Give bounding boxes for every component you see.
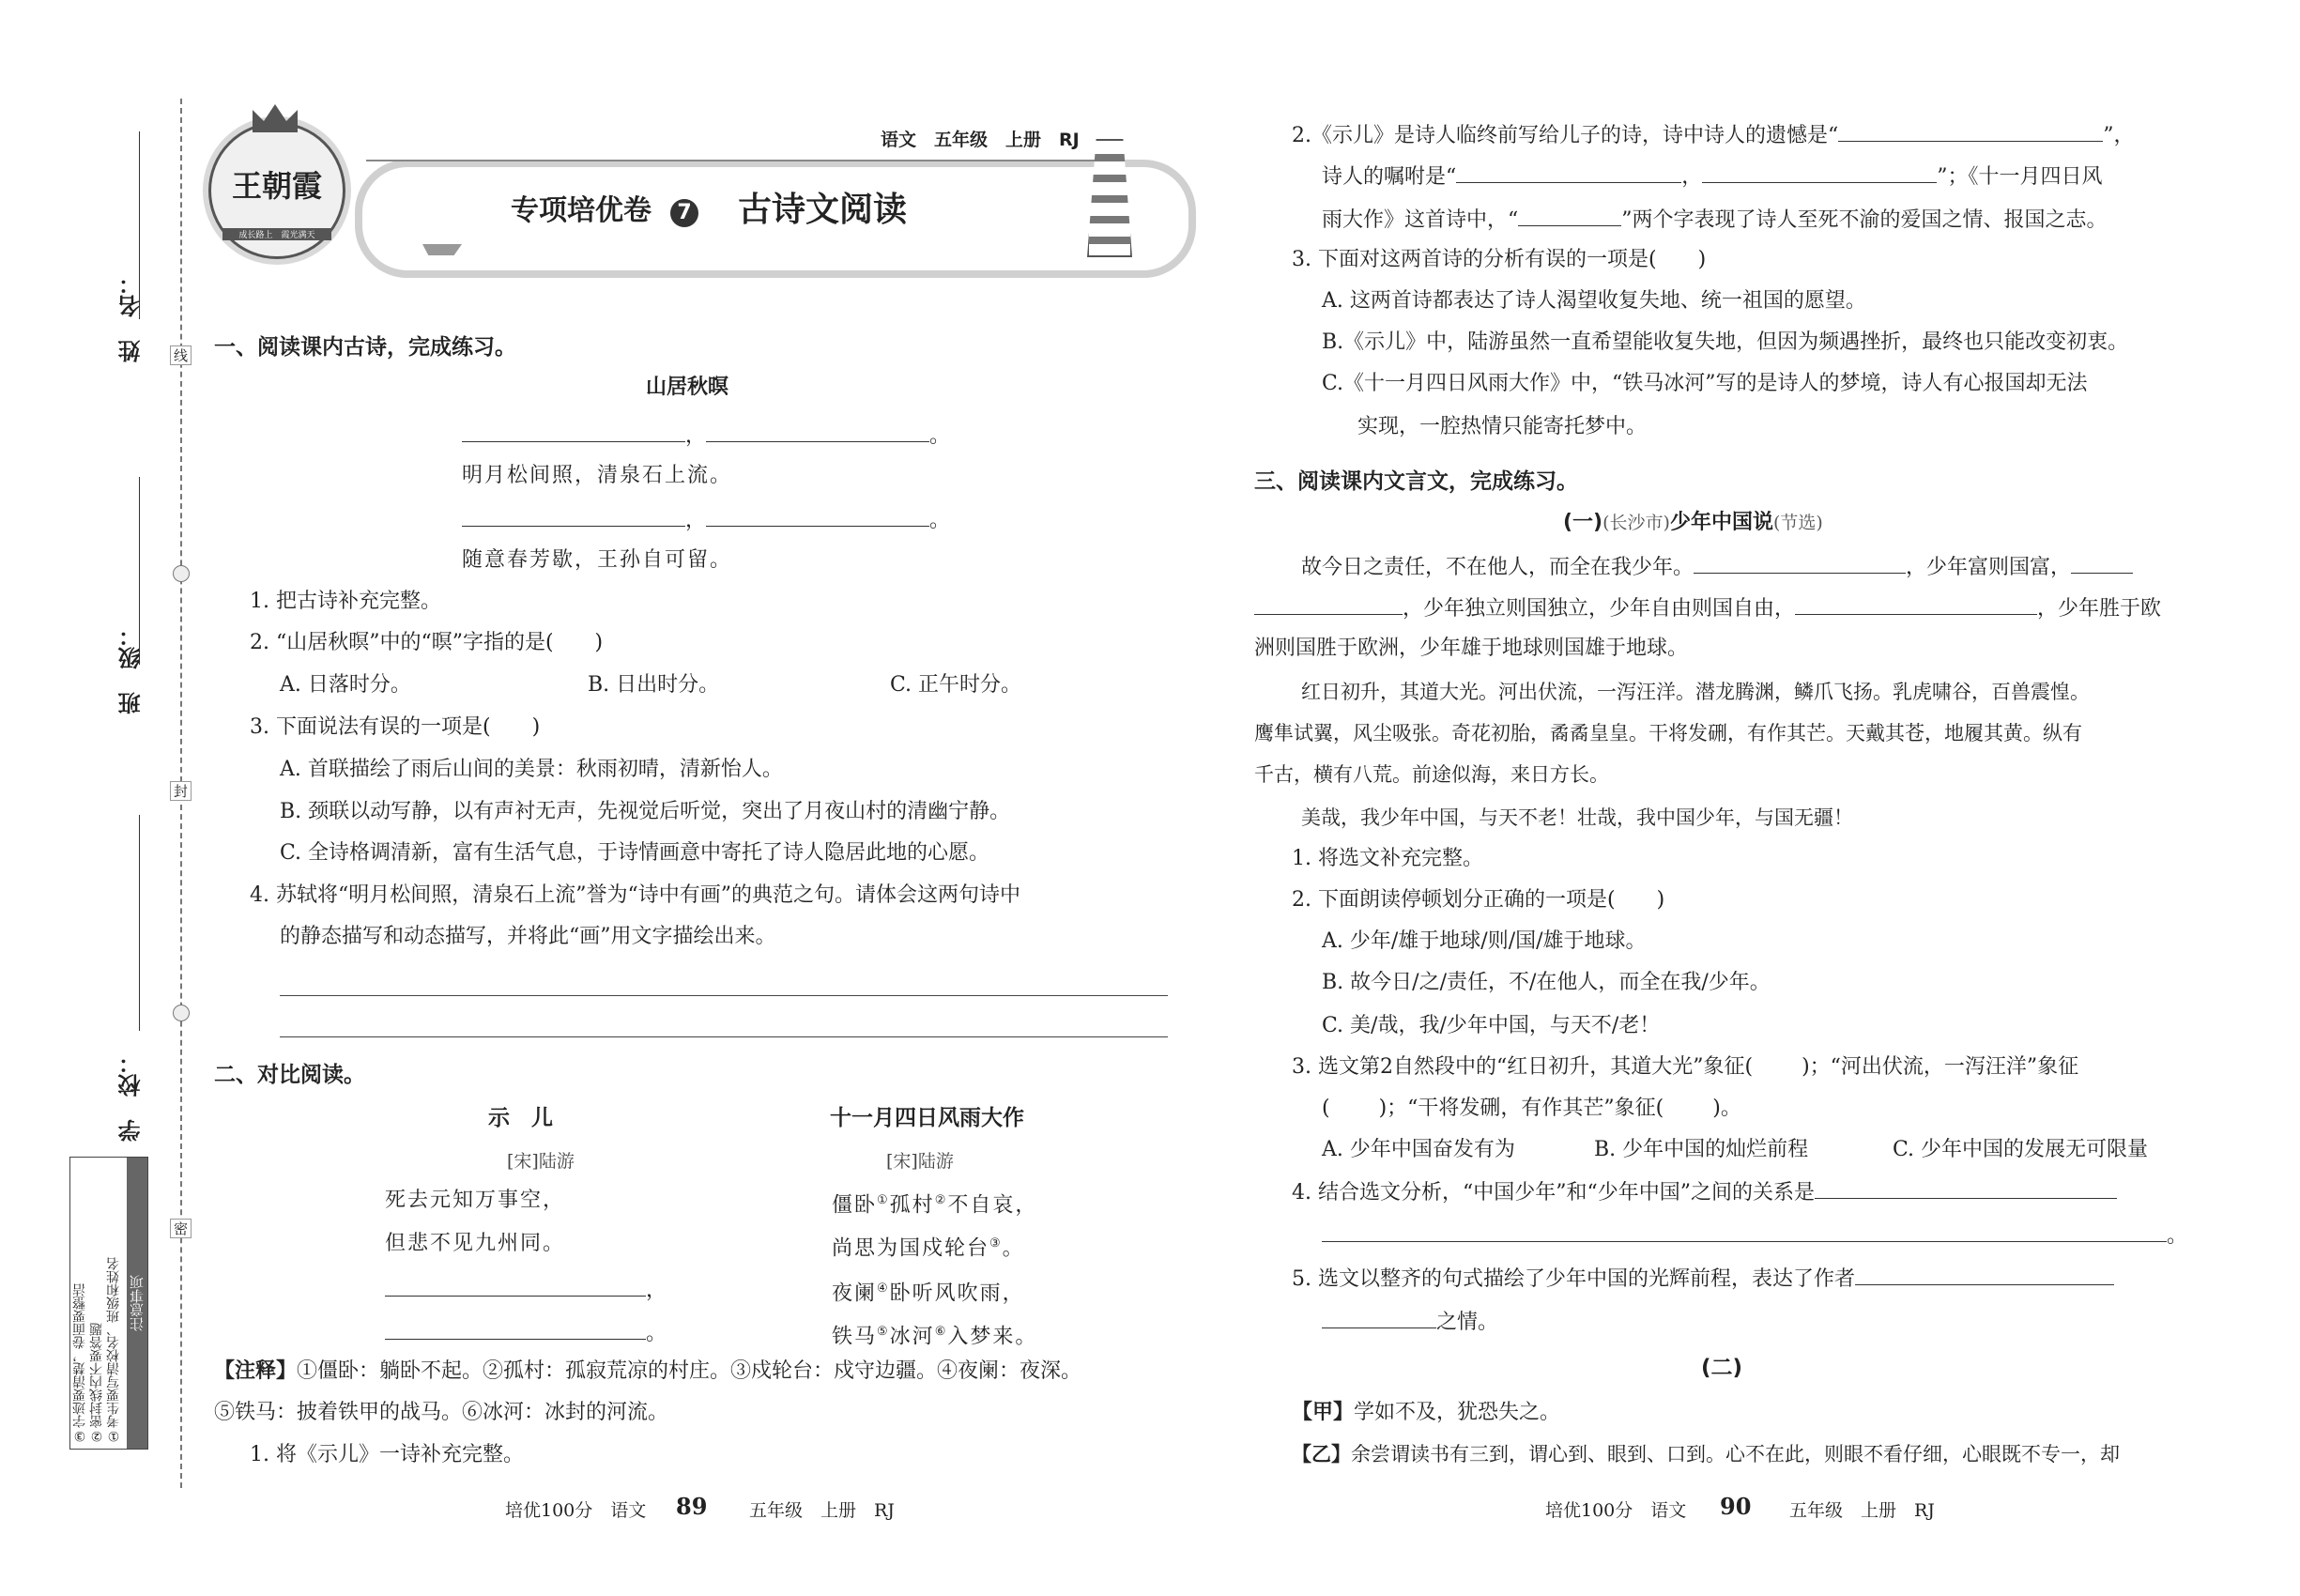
question-line: 3. 选文第2自然段中的“红日初升，其道大光”象征( )；“河出伏流，一泻汪洋”象征 (1292, 1055, 2079, 1079)
fill-blank[interactable] (1702, 161, 1937, 183)
question-line: 2.《示儿》是诗人临终前写给儿子的诗，诗中诗人的遗憾是“ ”， (1292, 120, 2135, 150)
question-line: 4. 结合选文分析，“中国少年”和“少年中国”之间的关系是 (1292, 1177, 2117, 1207)
passage-line: ，少年独立则国独立，少年自由则国自由， ，少年胜于欧 (1254, 593, 2161, 623)
title-line (366, 160, 1117, 161)
poem-line: 铁马⑤冰河⑥入梦来。 (832, 1325, 1038, 1349)
page-title: 古诗文阅读 (738, 191, 908, 229)
poem-line: 夜阑④卧听风吹雨， (832, 1281, 1025, 1306)
fill-blank[interactable] (706, 421, 929, 442)
fill-blank[interactable] (1795, 593, 2037, 615)
class-label: 班 级： (118, 624, 145, 714)
option[interactable]: C. 美/哉，我/少年中国，与天不/老！ (1322, 1014, 1661, 1037)
passage-line: 【乙】余尝谓读书有三到，谓心到、眼到、口到。心不在此，则眼不看仔细，心眼既不专一，却 (1292, 1443, 2120, 1466)
passage-line: 美哉，我少年中国，与天不老！壮哉，我中国少年，与国无疆！ (1301, 806, 1853, 829)
fill-blank[interactable] (385, 1275, 646, 1297)
poem-line: 明月松间照，清泉石上流。 (462, 464, 733, 487)
section-heading: 一、阅读课内古诗，完成练习。 (214, 335, 516, 360)
poem-line: 死去元知万事空， (385, 1189, 566, 1212)
fill-blank[interactable] (706, 505, 929, 527)
seal-word: 封 (170, 781, 192, 801)
title-number: 7 (677, 201, 692, 224)
passage-line: 红日初升，其道大光。河出伏流，一泻汪洋。潜龙腾渊，鳞爪飞扬。乳虎啸谷，百兽震惶。 (1301, 681, 2090, 703)
fill-blank[interactable] (385, 1318, 646, 1340)
seal-word: 线 (170, 345, 192, 365)
option[interactable]: B. 颈联以动写静，以有声衬无声，先视觉后听觉，突出了月夜山村的清幽宁静。 (280, 800, 1011, 823)
passage-line: 千古，横有八荒。前途似海，来日方长。 (1254, 763, 1609, 786)
seal-circle-icon (173, 565, 190, 582)
notice-item: ③字迹要清楚，卷面要整洁 (72, 1283, 87, 1443)
option[interactable]: B. 日出时分。 (588, 673, 720, 697)
option-cont: 实现，一腔热情只能寄托梦中。 (1357, 415, 1648, 438)
section-heading: 二、对比阅读。 (214, 1063, 365, 1087)
lighthouse-icon (1087, 139, 1132, 257)
school-label: 学 校： (118, 1051, 145, 1142)
notice-item: ②密封线内不要答题 (89, 1323, 104, 1443)
seal-circle-icon (173, 1005, 190, 1021)
header-meta: 语文 五年级 上册 RJ (881, 130, 1080, 150)
question: 3. 下面对这两首诗的分析有误的一项是( ) (1292, 248, 1707, 271)
option[interactable]: C. 正午时分。 (890, 673, 1022, 697)
annotation-label: 【注释】 (214, 1359, 298, 1383)
option[interactable]: A. 首联描绘了雨后山间的美景：秋雨初晴，清新怡人。 (280, 758, 783, 781)
fill-blank[interactable] (1322, 1307, 1436, 1328)
school-underline (139, 815, 140, 1031)
fill-blank[interactable] (2071, 552, 2133, 574)
passage-line: 故今日之责任，不在他人，而全在我少年。 ，少年富则国富， (1301, 552, 2133, 582)
option[interactable]: B. 少年中国的灿烂前程 (1594, 1138, 1809, 1161)
question-line: 诗人的嘱咐是“ ， ”；《十一月四日风 (1322, 161, 2103, 192)
option[interactable]: C. 全诗格调清新，富有生活气息，于诗情画意中寄托了诗人隐居此地的心愿。 (280, 841, 990, 865)
poem-line: 但悲不见九州同。 (385, 1232, 566, 1255)
option[interactable]: B. 故今日/之/责任，不/在他人，而全在我/少年。 (1322, 971, 1771, 994)
poem-line: 随意春芳歇，王孙自可留。 (462, 548, 733, 572)
option[interactable]: A. 少年/雄于地球/则/国/雄于地球。 (1322, 929, 1647, 953)
poem-title: 十一月四日风雨大作 (830, 1106, 1024, 1130)
passage-title: (一)(长沙市)少年中国说(节选) (1563, 511, 1823, 534)
section-heading: 三、阅读课内文言文，完成练习。 (1254, 469, 1578, 494)
annotation-line: ⑤铁马：披着铁甲的战马。⑥冰河：冰封的河流。 (214, 1401, 669, 1424)
question: 4. 苏轼将“明月松间照，清泉石上流”誉为“诗中有画”的典范之句。请体会这两句诗中 (250, 883, 1020, 907)
question-line: ( )；“干将发硎，有作其芒”象征( )。 (1322, 1097, 1741, 1120)
annotation-line: 【注释】①僵卧：躺卧不起。②孤村：孤寂荒凉的村庄。③戍轮台：戍守边疆。④夜阑：夜深。 (214, 1359, 1082, 1383)
fill-blank[interactable] (1855, 1264, 2114, 1285)
question: 1. 将《示儿》一诗补充完整。 (250, 1443, 524, 1466)
fill-blank[interactable] (1518, 205, 1621, 226)
poem-line: 僵卧①孤村②不自哀， (832, 1193, 1038, 1218)
page-number: 90 (1720, 1493, 1752, 1520)
poem-blank-line: ， 。 (462, 505, 950, 535)
fill-blank[interactable] (462, 421, 685, 442)
passage-title: (二) (1701, 1356, 1743, 1380)
notice-box (69, 1157, 148, 1450)
fill-blank[interactable] (1456, 161, 1681, 183)
poem-author: [宋]陆游 (886, 1151, 954, 1172)
passage-line: 【甲】学如不及，犹恐失之。 (1292, 1401, 1561, 1424)
question: 3. 下面说法有误的一项是( ) (250, 715, 541, 739)
question: 1. 把古诗补充完整。 (250, 590, 441, 613)
poem-blank-line: 。 (385, 1318, 667, 1348)
logo-badge (208, 122, 345, 259)
name-label: 姓 名： (118, 272, 145, 362)
question: 的静态描写和动态描写，并将此“画”用文字描绘出来。 (280, 925, 776, 948)
answer-line[interactable] (280, 1036, 1168, 1037)
page-number: 89 (676, 1493, 708, 1520)
option[interactable]: A. 日落时分。 (280, 673, 411, 697)
question: 2. “山居秋暝”中的“暝”字指的是( ) (250, 631, 604, 654)
question-line: 。 (1322, 1220, 2187, 1251)
fill-blank[interactable] (1838, 120, 2103, 142)
poem-title: 示 儿 (488, 1106, 553, 1130)
question-line: 5. 选文以整齐的句式描绘了少年中国的光辉前程，表达了作者 (1292, 1264, 2114, 1294)
option[interactable]: C. 少年中国的发展无可限量 (1893, 1138, 2149, 1161)
title-number-badge (670, 199, 698, 227)
option[interactable]: A. 少年中国奋发有为 (1322, 1138, 1515, 1161)
poem-author: [宋]陆游 (507, 1151, 575, 1172)
seal-word: 密 (170, 1219, 192, 1238)
option[interactable]: C.《十一月四日风雨大作》中，“铁马冰河”写的是诗人的梦境，诗人有心报国却无法 (1322, 372, 2088, 395)
fill-blank[interactable] (1322, 1220, 2167, 1242)
fill-blank[interactable] (1694, 552, 1906, 574)
poem-line: 尚思为国戍轮台③。 (832, 1236, 1025, 1261)
question-line: 雨大作》这首诗中，“ ”两个字表现了诗人至死不渝的爱国之情、报国之志。 (1322, 205, 2108, 235)
fill-blank[interactable] (1815, 1177, 2117, 1199)
title-prefix: 专项培优卷 (511, 194, 652, 227)
question: 2. 下面朗读停顿划分正确的一项是( ) (1292, 888, 1665, 912)
option[interactable]: B.《示儿》中，陆游虽然一直希望能收复失地，但因为频遇挫折，最终也只能改变初衷。 (1322, 330, 2129, 354)
footer-text: 五年级 上册 RJ (749, 1500, 895, 1521)
footer-text: 培优100分 语文 (1545, 1500, 1687, 1521)
poem-title: 山居秋暝 (646, 376, 729, 399)
answer-line[interactable] (280, 995, 1168, 996)
question-line: 之情。 (1322, 1307, 1498, 1337)
footer-text: 五年级 上册 RJ (1789, 1500, 1935, 1521)
passage-line: 洲则国胜于欧洲，少年雄于地球则国雄于地球。 (1254, 637, 1689, 660)
poem-blank-line: ， (385, 1275, 667, 1305)
footer-text: 培优100分 语文 (505, 1500, 647, 1521)
fill-blank[interactable] (462, 505, 685, 527)
option[interactable]: A. 这两首诗都表达了诗人渴望收复失地、统一祖国的愿望。 (1322, 289, 1866, 313)
passage-line: 鹰隼试翼，风尘吸张。奇花初胎，矞矞皇皇。干将发硎，有作其芒。天戴其苍，地履其黄。纵有 (1254, 722, 2082, 744)
crown-icon (253, 104, 298, 132)
logo-tagline: 成长路上 霞光满天 (222, 228, 331, 240)
poem-blank-line: ， 。 (462, 421, 950, 451)
notice-item: ①考生要写清校名、班级和姓名 (106, 1257, 121, 1443)
question: 1. 将选文补充完整。 (1292, 847, 1483, 870)
logo-text: 王朝霞 (231, 168, 322, 204)
fill-blank[interactable] (1254, 593, 1403, 615)
notice-title: 注意事项 (127, 1158, 147, 1449)
